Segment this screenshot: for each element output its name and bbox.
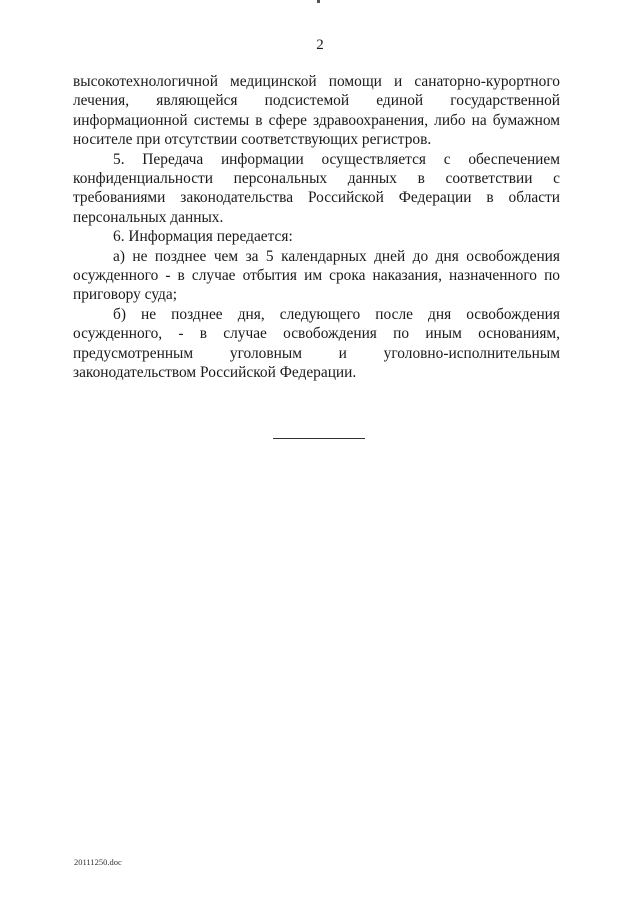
paragraph-item-6: 6. Информация передается: bbox=[113, 228, 293, 246]
paragraph-item-6b: б) не позднее дня, следующего после дня освобождения осужденного, - в случае освобождения по иным основаниям, предусмотренным уголовным и уголовно-исполнительным законодательством Российской Федерации. bbox=[73, 305, 560, 382]
paragraph-item-6a: а) не позднее чем за 5 календарных дней до дня освобождения осужденного - в случае отбытия им срока наказания, назначенного по приговору суда; bbox=[73, 247, 560, 304]
document-body bbox=[73, 72, 560, 383]
scan-mark bbox=[317, 0, 320, 3]
footer-filename: 20111250.doc bbox=[74, 857, 122, 867]
paragraph-continuation: высокотехнологичной медицинской помощи и санаторно-курортного лечения, являющейся подсистемой единой государственной информационной системы в сфере здравоохранения, либо на бумажном носителе при отсутствии соответствующих регистров. bbox=[73, 73, 560, 149]
page-number: 2 bbox=[316, 37, 324, 53]
end-divider bbox=[273, 438, 365, 439]
paragraph-item-5: 5. Передача информации осуществляется с обеспечением конфиденциальности персональных данных в соответствии с требованиями законодательства Российской Федерации в области персональных данных. bbox=[73, 150, 560, 226]
